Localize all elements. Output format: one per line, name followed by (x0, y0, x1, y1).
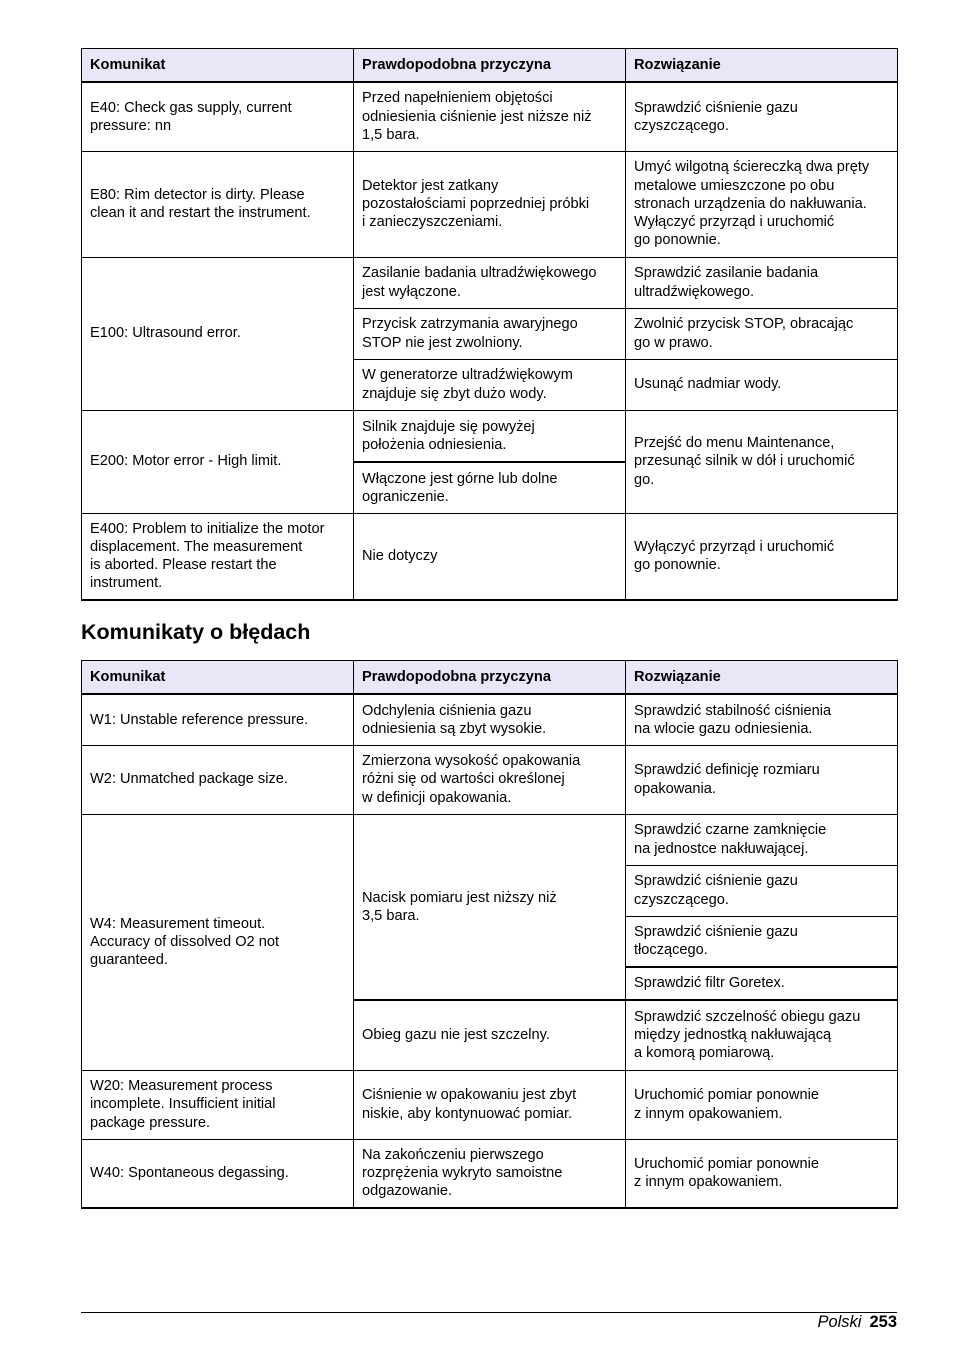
cause-cell: Silnik znajduje się powyżej położenia odniesienia. (354, 410, 626, 462)
solution-cell: Sprawdzić ciśnienie gazu tłoczącego. (626, 916, 898, 967)
message-cell: W20: Measurement process incomplete. Insufficient initial package pressure. (82, 1070, 354, 1139)
error-messages-table-1 (81, 48, 898, 601)
footer-language: Polski (817, 1313, 862, 1331)
solution-cell: Sprawdzić ciśnienie gazu czyszczącego. (626, 82, 898, 151)
cause-cell: Detektor jest zatkany pozostałościami poprzedniej próbki i zanieczyszczeniami. (354, 151, 626, 257)
cause-cell: Zasilanie badania ultradźwiękowego jest wyłączone. (354, 257, 626, 308)
header-cause: Prawdopodobna przyczyna (354, 661, 626, 695)
header-solution: Rozwiązanie (626, 661, 898, 695)
table-row (82, 1139, 898, 1208)
message-cell: E200: Motor error - High limit. (82, 410, 354, 513)
cause-cell: Przycisk zatrzymania awaryjnego STOP nie jest zwolniony. (354, 308, 626, 359)
cause-cell: W generatorze ultradźwiękowym znajduje się zbyt dużo wody. (354, 359, 626, 410)
cause-cell: Ciśnienie w opakowaniu jest zbyt niskie, aby kontynuować pomiar. (354, 1070, 626, 1139)
solution-cell: Uruchomić pomiar ponownie z innym opakowaniem. (626, 1070, 898, 1139)
header-cause: Prawdopodobna przyczyna (354, 49, 626, 83)
table-row (82, 151, 898, 257)
solution-cell: Sprawdzić stabilność ciśnienia na wlocie gazu odniesienia. (626, 694, 898, 745)
page-number: 253 (869, 1313, 897, 1331)
message-cell: E40: Check gas supply, current pressure: nn (82, 82, 354, 151)
table-row (82, 410, 898, 462)
table-row (82, 745, 898, 814)
cause-cell: Włączone jest górne lub dolne ograniczenie. (354, 462, 626, 513)
table-header-row (82, 49, 898, 83)
footer-divider (81, 1312, 897, 1313)
cause-cell: Na zakończeniu pierwszego rozprężenia wykryto samoistne odgazowanie. (354, 1139, 626, 1208)
header-message: Komunikat (82, 661, 354, 695)
message-cell: W4: Measurement timeout. Accuracy of dissolved O2 not guaranteed. (82, 814, 354, 1070)
solution-cell: Uruchomić pomiar ponownie z innym opakowaniem. (626, 1139, 898, 1208)
message-cell: E400: Problem to initialize the motor displacement. The measurement is aborted. Please restart the instrument. (82, 513, 354, 600)
solution-cell: Sprawdzić definicję rozmiaru opakowania. (626, 745, 898, 814)
section-title: Komunikaty o błędach (81, 620, 311, 644)
message-cell: E80: Rim detector is dirty. Please clean it and restart the instrument. (82, 151, 354, 257)
table-row (82, 513, 898, 600)
message-cell: E100: Ultrasound error. (82, 257, 354, 410)
table-row (82, 82, 898, 151)
solution-cell: Sprawdzić czarne zamknięcie na jednostce nakłuwającej. (626, 814, 898, 865)
error-messages-table-2 (81, 660, 898, 1209)
solution-cell: Wyłączyć przyrząd i uruchomić go ponownie. (626, 513, 898, 600)
solution-cell: Zwolnić przycisk STOP, obracając go w prawo. (626, 308, 898, 359)
cause-cell: Zmierzona wysokość opakowania różni się od wartości określonej w definicji opakowania. (354, 745, 626, 814)
table-row (82, 257, 898, 308)
table-row (82, 814, 898, 865)
message-cell: W2: Unmatched package size. (82, 745, 354, 814)
solution-cell: Sprawdzić ciśnienie gazu czyszczącego. (626, 865, 898, 916)
page-footer (817, 1312, 897, 1332)
solution-cell: Przejść do menu Maintenance, przesunąć silnik w dół i uruchomić go. (626, 410, 898, 513)
header-message: Komunikat (82, 49, 354, 83)
cause-cell: Obieg gazu nie jest szczelny. (354, 1000, 626, 1070)
table-row (82, 1070, 898, 1139)
cause-cell: Nie dotyczy (354, 513, 626, 600)
table-header-row (82, 661, 898, 695)
table-row (82, 694, 898, 745)
solution-cell: Sprawdzić filtr Goretex. (626, 967, 898, 1000)
solution-cell: Umyć wilgotną ściereczką dwa pręty metalowe umieszczone po obu stronach urządzenia do nakłuwania. Wyłączyć przyrząd i uruchomić go ponownie. (626, 151, 898, 257)
message-cell: W40: Spontaneous degassing. (82, 1139, 354, 1208)
solution-cell: Sprawdzić zasilanie badania ultradźwiękowego. (626, 257, 898, 308)
header-solution: Rozwiązanie (626, 49, 898, 83)
cause-cell: Przed napełnieniem objętości odniesienia ciśnienie jest niższe niż 1,5 bara. (354, 82, 626, 151)
cause-cell: Odchylenia ciśnienia gazu odniesienia są zbyt wysokie. (354, 694, 626, 745)
message-cell: W1: Unstable reference pressure. (82, 694, 354, 745)
solution-cell: Usunąć nadmiar wody. (626, 359, 898, 410)
cause-cell: Nacisk pomiaru jest niższy niż 3,5 bara. (354, 814, 626, 1000)
solution-cell: Sprawdzić szczelność obiegu gazu między jednostką nakłuwającą a komorą pomiarową. (626, 1000, 898, 1070)
